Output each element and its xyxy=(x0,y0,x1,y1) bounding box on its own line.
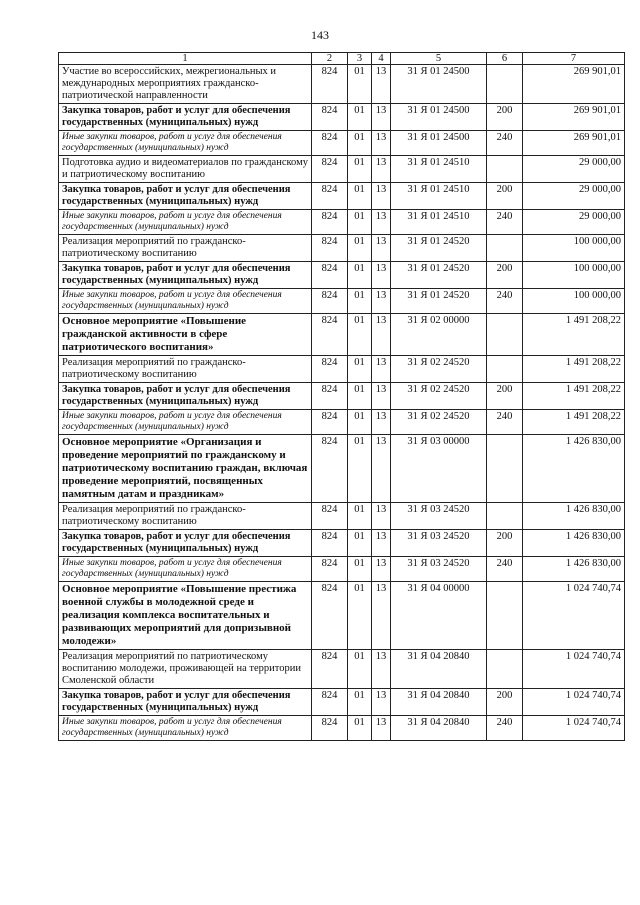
code-ministry: 824 xyxy=(312,210,348,235)
page-number: 143 xyxy=(311,28,329,42)
code-ministry: 824 xyxy=(312,650,348,689)
code-expense-type xyxy=(487,65,523,104)
amount: 29 000,00 xyxy=(523,156,625,183)
code-expense-type: 200 xyxy=(487,262,523,289)
code-subsection: 13 xyxy=(372,262,391,289)
code-subsection: 13 xyxy=(372,582,391,650)
code-subsection: 13 xyxy=(372,689,391,716)
code-ministry: 824 xyxy=(312,131,348,156)
item-name: Основное мероприятие «Организация и проведение мероприятий по гражданскому и патриотическому воспитанию граждан, включая проведение мероприятий, посвященных памятным датам и праздникам» xyxy=(59,435,312,503)
code-target-article: 31 Я 01 24520 xyxy=(391,235,487,262)
code-target-article: 31 Я 02 00000 xyxy=(391,314,487,356)
code-ministry: 824 xyxy=(312,262,348,289)
code-target-article: 31 Я 01 24520 xyxy=(391,289,487,314)
code-expense-type: 200 xyxy=(487,689,523,716)
code-ministry: 824 xyxy=(312,183,348,210)
code-section: 01 xyxy=(348,503,372,530)
code-section: 01 xyxy=(348,262,372,289)
item-name: Закупка товаров, работ и услуг для обеспечения государственных (муниципальных) нужд xyxy=(59,183,312,210)
item-name: Реализация мероприятий по гражданско-патриотическому воспитанию xyxy=(59,356,312,383)
amount: 29 000,00 xyxy=(523,183,625,210)
code-section: 01 xyxy=(348,689,372,716)
code-target-article: 31 Я 03 24520 xyxy=(391,530,487,557)
code-ministry: 824 xyxy=(312,156,348,183)
code-ministry: 824 xyxy=(312,716,348,741)
code-section: 01 xyxy=(348,557,372,582)
code-target-article: 31 Я 01 24510 xyxy=(391,210,487,235)
code-ministry: 824 xyxy=(312,410,348,435)
column-header: 6 xyxy=(487,53,523,65)
code-target-article: 31 Я 01 24520 xyxy=(391,262,487,289)
code-expense-type xyxy=(487,503,523,530)
table-row xyxy=(59,289,625,314)
header-row xyxy=(59,53,625,65)
code-expense-type xyxy=(487,314,523,356)
column-header: 2 xyxy=(312,53,348,65)
amount: 1 426 830,00 xyxy=(523,503,625,530)
amount: 100 000,00 xyxy=(523,289,625,314)
item-name: Основное мероприятие «Повышение престижа военной службы в молодежной среде и реализация комплекса воспитательных и развивающих мероприятий для допризывной молодежи» xyxy=(59,582,312,650)
code-ministry: 824 xyxy=(312,235,348,262)
code-target-article: 31 Я 01 24510 xyxy=(391,156,487,183)
code-expense-type: 240 xyxy=(487,289,523,314)
column-header: 1 xyxy=(59,53,312,65)
code-target-article: 31 Я 01 24500 xyxy=(391,104,487,131)
code-expense-type xyxy=(487,235,523,262)
code-target-article: 31 Я 04 20840 xyxy=(391,716,487,741)
table-row xyxy=(59,557,625,582)
code-ministry: 824 xyxy=(312,582,348,650)
code-section: 01 xyxy=(348,183,372,210)
code-subsection: 13 xyxy=(372,530,391,557)
code-target-article: 31 Я 02 24520 xyxy=(391,356,487,383)
code-section: 01 xyxy=(348,156,372,183)
code-ministry: 824 xyxy=(312,689,348,716)
amount: 1 491 208,22 xyxy=(523,383,625,410)
table-row xyxy=(59,210,625,235)
amount: 1 024 740,74 xyxy=(523,582,625,650)
code-section: 01 xyxy=(348,289,372,314)
code-subsection: 13 xyxy=(372,289,391,314)
code-section: 01 xyxy=(348,410,372,435)
code-target-article: 31 Я 01 24500 xyxy=(391,131,487,156)
code-section: 01 xyxy=(348,356,372,383)
code-expense-type: 240 xyxy=(487,557,523,582)
code-section: 01 xyxy=(348,131,372,156)
code-target-article: 31 Я 01 24500 xyxy=(391,65,487,104)
code-target-article: 31 Я 03 00000 xyxy=(391,435,487,503)
amount: 29 000,00 xyxy=(523,210,625,235)
item-name: Закупка товаров, работ и услуг для обеспечения государственных (муниципальных) нужд xyxy=(59,104,312,131)
code-section: 01 xyxy=(348,314,372,356)
code-expense-type: 240 xyxy=(487,716,523,741)
amount: 100 000,00 xyxy=(523,262,625,289)
column-header: 4 xyxy=(372,53,391,65)
code-expense-type xyxy=(487,156,523,183)
table-row xyxy=(59,156,625,183)
code-ministry: 824 xyxy=(312,289,348,314)
code-subsection: 13 xyxy=(372,235,391,262)
item-name: Закупка товаров, работ и услуг для обеспечения государственных (муниципальных) нужд xyxy=(59,262,312,289)
code-target-article: 31 Я 04 20840 xyxy=(391,650,487,689)
amount: 1 024 740,74 xyxy=(523,689,625,716)
item-name: Иные закупки товаров, работ и услуг для обеспечения государственных (муниципальных) нужд xyxy=(59,410,312,435)
item-name: Реализация мероприятий по гражданско-патриотическому воспитанию xyxy=(59,235,312,262)
table-row xyxy=(59,435,625,503)
item-name: Подготовка аудио и видеоматериалов по гражданскому и патриотическому воспитанию xyxy=(59,156,312,183)
amount: 1 426 830,00 xyxy=(523,557,625,582)
table-row xyxy=(59,530,625,557)
amount: 1 024 740,74 xyxy=(523,716,625,741)
amount: 1 491 208,22 xyxy=(523,410,625,435)
item-name: Закупка товаров, работ и услуг для обеспечения государственных (муниципальных) нужд xyxy=(59,530,312,557)
code-ministry: 824 xyxy=(312,356,348,383)
code-expense-type: 200 xyxy=(487,104,523,131)
code-target-article: 31 Я 03 24520 xyxy=(391,557,487,582)
item-name: Реализация мероприятий по патриотическому воспитанию молодежи, проживающей на территории Смоленской области xyxy=(59,650,312,689)
column-header: 5 xyxy=(391,53,487,65)
code-expense-type xyxy=(487,356,523,383)
code-expense-type xyxy=(487,582,523,650)
table-row xyxy=(59,65,625,104)
code-expense-type: 200 xyxy=(487,530,523,557)
code-expense-type: 200 xyxy=(487,183,523,210)
code-ministry: 824 xyxy=(312,314,348,356)
table-row xyxy=(59,235,625,262)
item-name: Реализация мероприятий по гражданско-патриотическому воспитанию xyxy=(59,503,312,530)
table-row xyxy=(59,183,625,210)
code-subsection: 13 xyxy=(372,435,391,503)
table-row xyxy=(59,582,625,650)
code-expense-type xyxy=(487,650,523,689)
table-row xyxy=(59,383,625,410)
item-name: Участие во всероссийских, межрегиональных и международных мероприятиях гражданско-патриотической направленности xyxy=(59,65,312,104)
table-row xyxy=(59,689,625,716)
code-subsection: 13 xyxy=(372,183,391,210)
code-section: 01 xyxy=(348,716,372,741)
code-ministry: 824 xyxy=(312,65,348,104)
code-subsection: 13 xyxy=(372,210,391,235)
code-ministry: 824 xyxy=(312,435,348,503)
code-target-article: 31 Я 04 00000 xyxy=(391,582,487,650)
code-expense-type: 200 xyxy=(487,383,523,410)
code-subsection: 13 xyxy=(372,503,391,530)
amount: 1 024 740,74 xyxy=(523,650,625,689)
code-ministry: 824 xyxy=(312,503,348,530)
code-expense-type: 240 xyxy=(487,410,523,435)
code-section: 01 xyxy=(348,210,372,235)
budget-table xyxy=(58,52,625,741)
code-subsection: 13 xyxy=(372,356,391,383)
code-section: 01 xyxy=(348,435,372,503)
table-row xyxy=(59,716,625,741)
code-target-article: 31 Я 02 24520 xyxy=(391,383,487,410)
code-subsection: 13 xyxy=(372,383,391,410)
table-body xyxy=(59,65,625,741)
code-section: 01 xyxy=(348,530,372,557)
code-target-article: 31 Я 02 24520 xyxy=(391,410,487,435)
column-header: 7 xyxy=(523,53,625,65)
code-target-article: 31 Я 01 24510 xyxy=(391,183,487,210)
amount: 100 000,00 xyxy=(523,235,625,262)
code-subsection: 13 xyxy=(372,131,391,156)
code-subsection: 13 xyxy=(372,314,391,356)
code-subsection: 13 xyxy=(372,65,391,104)
code-section: 01 xyxy=(348,650,372,689)
amount: 1 426 830,00 xyxy=(523,530,625,557)
table-row xyxy=(59,314,625,356)
table-row xyxy=(59,104,625,131)
amount: 269 901,01 xyxy=(523,131,625,156)
item-name: Иные закупки товаров, работ и услуг для обеспечения государственных (муниципальных) нужд xyxy=(59,557,312,582)
amount: 1 491 208,22 xyxy=(523,356,625,383)
code-subsection: 13 xyxy=(372,716,391,741)
item-name: Закупка товаров, работ и услуг для обеспечения государственных (муниципальных) нужд xyxy=(59,383,312,410)
column-header: 3 xyxy=(348,53,372,65)
code-ministry: 824 xyxy=(312,557,348,582)
amount: 269 901,01 xyxy=(523,65,625,104)
item-name: Иные закупки товаров, работ и услуг для обеспечения государственных (муниципальных) нужд xyxy=(59,716,312,741)
code-section: 01 xyxy=(348,65,372,104)
code-target-article: 31 Я 03 24520 xyxy=(391,503,487,530)
item-name: Иные закупки товаров, работ и услуг для обеспечения государственных (муниципальных) нужд xyxy=(59,210,312,235)
code-subsection: 13 xyxy=(372,156,391,183)
code-subsection: 13 xyxy=(372,104,391,131)
code-expense-type: 240 xyxy=(487,131,523,156)
table-row xyxy=(59,356,625,383)
amount: 269 901,01 xyxy=(523,104,625,131)
code-section: 01 xyxy=(348,383,372,410)
code-subsection: 13 xyxy=(372,557,391,582)
code-ministry: 824 xyxy=(312,530,348,557)
code-ministry: 824 xyxy=(312,383,348,410)
code-section: 01 xyxy=(348,104,372,131)
code-expense-type xyxy=(487,435,523,503)
item-name: Закупка товаров, работ и услуг для обеспечения государственных (муниципальных) нужд xyxy=(59,689,312,716)
item-name: Основное мероприятие «Повышение гражданской активности в сфере патриотического воспитания» xyxy=(59,314,312,356)
table-row xyxy=(59,650,625,689)
table-row xyxy=(59,131,625,156)
item-name: Иные закупки товаров, работ и услуг для обеспечения государственных (муниципальных) нужд xyxy=(59,131,312,156)
table-row xyxy=(59,262,625,289)
code-section: 01 xyxy=(348,582,372,650)
table-row xyxy=(59,503,625,530)
code-ministry: 824 xyxy=(312,104,348,131)
code-subsection: 13 xyxy=(372,410,391,435)
code-subsection: 13 xyxy=(372,650,391,689)
table-row xyxy=(59,410,625,435)
code-expense-type: 240 xyxy=(487,210,523,235)
item-name: Иные закупки товаров, работ и услуг для обеспечения государственных (муниципальных) нужд xyxy=(59,289,312,314)
amount: 1 491 208,22 xyxy=(523,314,625,356)
code-target-article: 31 Я 04 20840 xyxy=(391,689,487,716)
code-section: 01 xyxy=(348,235,372,262)
amount: 1 426 830,00 xyxy=(523,435,625,503)
